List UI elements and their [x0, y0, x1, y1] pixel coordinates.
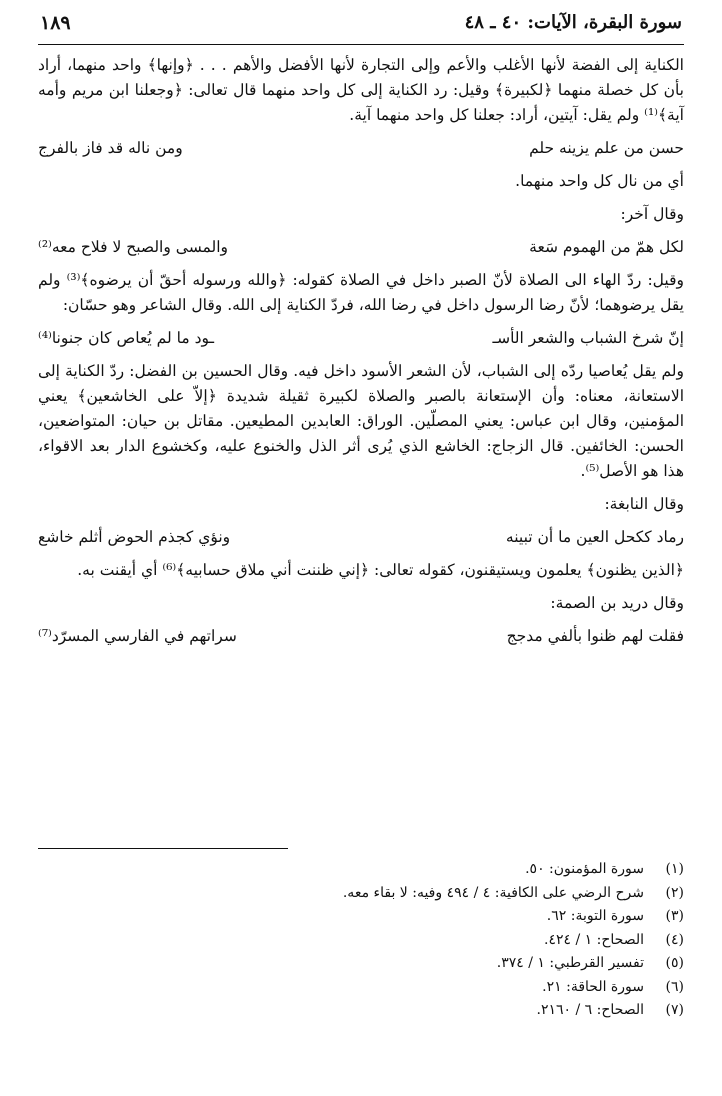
verse-first-hemistich: رماد ككحل العين ما أن تبينه [505, 528, 684, 546]
footnote [38, 858, 684, 882]
paragraph: وقيل: ردّ الهاء الى الصلاة لأنّ الصبر داخل في الصلاة كقوله: ﴿والله ورسوله أحقّ أن يرضوه﴾⁽³⁾ ولم يقل يرضوهما؛ لأنّ رضا الرسول داخل في رضا الله، فردّ الكناية إلى الله. وقال الشاعر وهو حسّان: [38, 271, 684, 314]
verse-second-hemistich: والمسى والصبح لا فلاح معه⁽²⁾ [38, 238, 228, 256]
footnote [38, 952, 684, 976]
poem-verse [38, 136, 684, 161]
footnote-number: (٤) [665, 931, 684, 948]
verse-first-hemistich: حسن من علم يزينه حلم [529, 139, 684, 157]
footnote [38, 929, 684, 953]
verse-second-hemistich: ـود ما لم يُعاص كان جنونا⁽⁴⁾ [38, 329, 215, 347]
verse-first-hemistich: إنّ شرخ الشباب والشعر الأسـ [492, 329, 684, 347]
poem-verse [38, 326, 684, 351]
footnote-divider [38, 848, 288, 849]
main-text [38, 53, 684, 649]
footnote [38, 905, 684, 929]
footnote-text: سورة الحاقة: ٢١. [542, 978, 644, 995]
footnote [38, 976, 684, 1000]
footnote-text: شرح الرضي على الكافية: ٤ / ٤٩٤ وفيه: لا بقاء معه. [342, 884, 644, 901]
paragraph: وقال دريد بن الصمة: [550, 594, 684, 612]
footnote-text: تفسير القرطبي: ١ / ٣٧٤. [496, 955, 644, 971]
footnote-text: الصحاح: ١ / ٤٢٤. [544, 931, 644, 948]
page-number: ١٨٩ [40, 12, 71, 34]
footnote-number: (٧) [665, 1002, 684, 1018]
poem-verse [38, 525, 684, 550]
verse-second-hemistich: سراتهم في الفارسي المسرّد⁽⁷⁾ [38, 627, 237, 645]
footnote-number: (٣) [665, 908, 684, 924]
footnote-number: (٥) [665, 955, 684, 971]
running-title: سورة البقرة، الآيات: ٤٠ ـ ٤٨ [464, 12, 682, 33]
verse-second-hemistich: ومن ناله قد فاز بالفرج [38, 139, 183, 157]
footnote-number: (٦) [665, 978, 684, 995]
poem-verse [38, 235, 684, 260]
verse-first-hemistich: لكل همّ من الهموم سَعة [529, 238, 684, 256]
paragraph: وقال آخر: [620, 205, 684, 223]
footnote-text: سورة التوبة: ٦٢. [546, 908, 644, 924]
paragraph: الكناية إلى الفضة لأنها الأغلب والأعم وإلى التجارة لأنها الأفضل والأهم . . . ﴿وإنها﴾ واحد منهما، أراد بأن كل خصلة منهما ﴿لكبيرة﴾ وقيل: رد الكناية إلى كل واحد منهما قال تعالى: ﴿وجعلنا ابن مريم وأمه آية﴾⁽¹⁾ ولم يقل: آيتين، أراد: جعلنا كل واحد منهما آية. [38, 56, 684, 124]
paragraph: وقال النابغة: [604, 495, 684, 513]
footnote [38, 882, 684, 906]
footnote-number: (٢) [665, 884, 684, 901]
verse-first-hemistich: فقلت لهم ظنوا بألفي مدجج [506, 627, 684, 645]
paragraph: أي من نال كل واحد منهما. [515, 172, 684, 190]
paragraph: ﴿الذين يظنون﴾ يعلمون ويستيقنون، كقوله تعالى: ﴿إني ظننت أني ملاق حسابيه﴾⁽⁶⁾ أي أيقنت به. [77, 561, 684, 579]
paragraph: ولم يقل يُعاصيا ردّه إلى الشباب، لأن الشعر الأسود داخل فيه. وقال الحسين بن الفضل: ردّ الكناية إلى الاستعانة، معناه: وأن الإستعانة بالصبر والصلاة لكبيرة ثقيلة شديدة ﴿إلاّ على الخاشعين﴾ يعني المؤمنين، وقال ابن عباس: يعني المصلّين. الوراق: العابدين المطيعين. مقاتل بن حيان: المتواضعين، الحسن: الخائفين. قال الزجاج: الخاشع الذي يُرى أثر الذل والخنوع عليه، وكخشوع الدار بعد الاقواء، هذا هو الأصل⁽⁵⁾. [38, 362, 684, 480]
footnote-text: سورة المؤمنون: ٥٠. [525, 861, 644, 877]
footnote-text: الصحاح: ٦ / ٢١٦٠. [536, 1002, 644, 1018]
poem-verse [38, 624, 684, 649]
page-header [38, 10, 684, 45]
verse-second-hemistich: ونؤي كجذم الحوض أثلم خاشع [38, 528, 231, 546]
footnote [38, 999, 684, 1023]
footnote-number: (١) [665, 861, 684, 877]
footnotes [38, 858, 684, 1023]
